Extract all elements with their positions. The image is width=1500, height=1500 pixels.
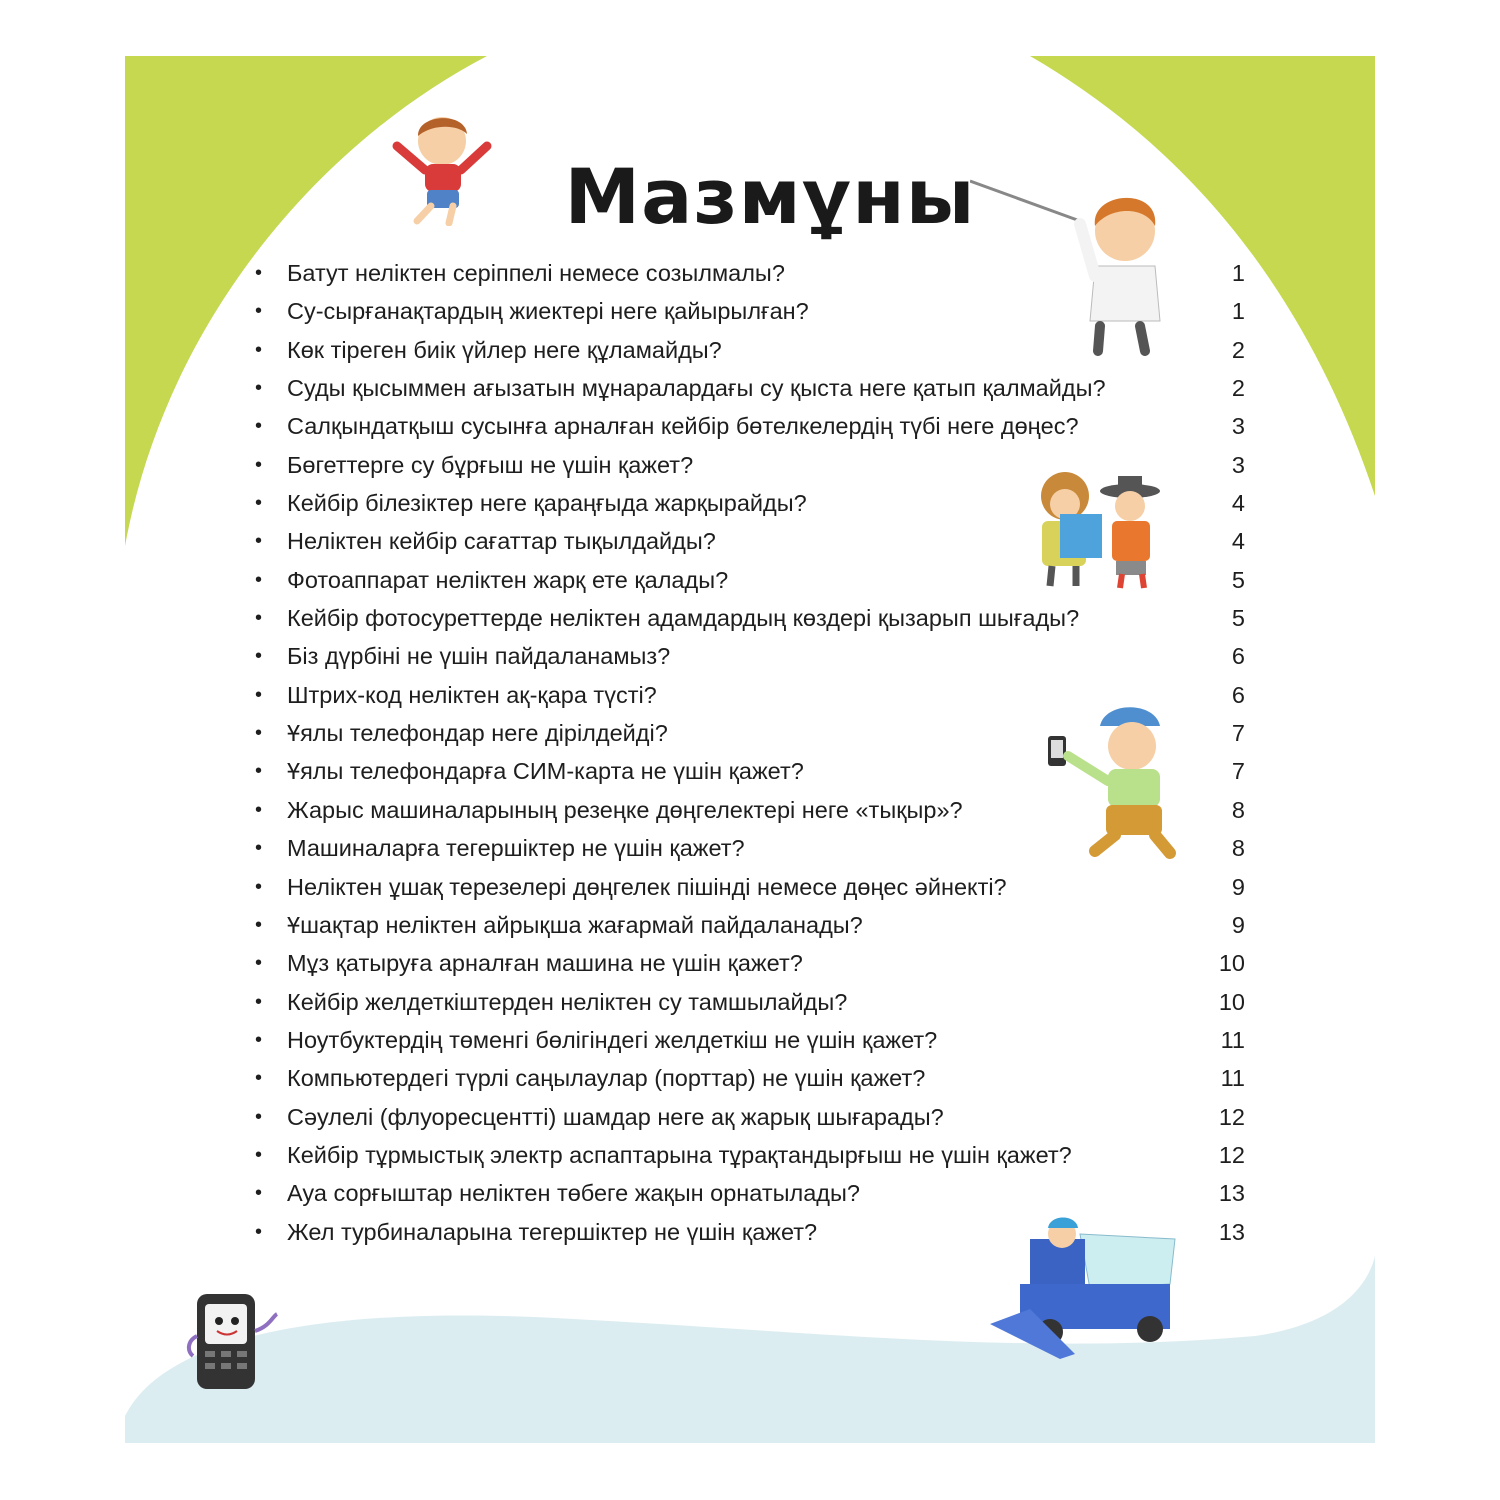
bullet-icon: • <box>255 875 263 898</box>
toc-entry[interactable] <box>255 331 1245 369</box>
toc-entry-page-number: 13 <box>1218 1180 1245 1207</box>
toc-entry-title[interactable]: Кейбір желдеткіштерден неліктен су тамшылайды? <box>287 988 848 1015</box>
bullet-icon: • <box>255 300 263 323</box>
bullet-icon: • <box>255 262 263 284</box>
bullet-icon: • <box>255 913 263 936</box>
toc-entry-page-number: 4 <box>1231 490 1245 517</box>
bullet-icon: • <box>255 760 263 783</box>
toc-entry[interactable] <box>255 944 1245 982</box>
toc-entry-page-number: 4 <box>1231 528 1245 555</box>
toc-entry[interactable] <box>255 484 1245 522</box>
toc-entry-page-number: 11 <box>1220 1026 1245 1053</box>
toc-entry-page-number: 13 <box>1218 1218 1245 1245</box>
toc-entry-title[interactable]: Ұялы телефондар неге дірілдейді? <box>287 720 668 747</box>
bullet-icon: • <box>255 1067 263 1090</box>
toc-entry-title[interactable]: Компьютердегі түрлі саңылаулар (порттар) не үшін қажет? <box>287 1065 926 1092</box>
toc-entry[interactable] <box>255 369 1245 407</box>
toc-entry-page-number: 3 <box>1231 413 1245 440</box>
bullet-icon: • <box>255 837 263 860</box>
toc-entry-title[interactable]: Жел турбиналарына тегершіктер не үшін қажет? <box>287 1218 818 1245</box>
toc-entry-title[interactable]: Көк тіреген биік үйлер неге құламайды? <box>287 336 722 363</box>
toc-entry-page-number: 12 <box>1218 1103 1245 1130</box>
toc-page <box>125 56 1375 1443</box>
bullet-icon: • <box>255 377 263 400</box>
toc-entry[interactable] <box>255 1098 1245 1136</box>
toc-entry-title[interactable]: Бөгеттерге су бұрғыш не үшін қажет? <box>287 451 694 478</box>
toc-entry-page-number: 6 <box>1231 681 1245 708</box>
bullet-icon: • <box>255 568 263 591</box>
bullet-icon: • <box>255 952 263 975</box>
toc-entry[interactable] <box>255 829 1245 867</box>
toc-entry-title[interactable]: Су-сырғанақтардың жиектері неге қайырылған? <box>287 298 809 325</box>
toc-entry-page-number: 9 <box>1231 911 1245 938</box>
toc-entry[interactable] <box>255 637 1245 675</box>
bullet-icon: • <box>255 1220 263 1243</box>
toc-entry-page-number: 8 <box>1231 796 1245 823</box>
bullet-icon: • <box>255 1028 263 1051</box>
bullet-icon: • <box>255 530 263 553</box>
jumping-boy-illustration <box>387 106 497 226</box>
bullet-icon: • <box>255 645 263 668</box>
toc-entry-page-number: 2 <box>1231 375 1245 402</box>
toc-entry-title[interactable]: Ауа сорғыштар неліктен төбеге жақын орнатылады? <box>287 1180 860 1207</box>
bullet-icon: • <box>255 492 263 515</box>
toc-entry-title[interactable]: Кейбір білезіктер неге қараңғыда жарқырайды? <box>287 490 807 517</box>
toc-entry-page-number: 10 <box>1218 988 1245 1015</box>
toc-entry-title[interactable]: Мұз қатыруға арналған машина не үшін қажет? <box>287 950 803 977</box>
bullet-icon: • <box>255 798 263 821</box>
bullet-icon: • <box>255 338 263 361</box>
toc-entry-title[interactable]: Кейбір фотосуреттерде неліктен адамдардың көздері қызарып шығады? <box>287 605 1080 632</box>
toc-entry-title[interactable]: Батут неліктен серіппелі немесе созылмалы? <box>287 260 785 286</box>
bullet-icon: • <box>255 990 263 1013</box>
toc-entry-page-number: 2 <box>1231 336 1245 363</box>
toc-entry[interactable] <box>255 254 1245 292</box>
toc-entry-title[interactable]: Штрих-код неліктен ақ-қара түсті? <box>287 681 657 708</box>
toc-entry-title[interactable]: Сәулелі (флуоресцентті) шамдар неге ақ жарық шығарады? <box>287 1103 944 1130</box>
toc-entry[interactable] <box>255 522 1245 560</box>
toc-entry-page-number: 9 <box>1231 873 1245 900</box>
toc-entry[interactable] <box>255 561 1245 599</box>
phone-character-illustration <box>185 1286 285 1396</box>
bullet-icon: • <box>255 1182 263 1205</box>
toc-entry[interactable] <box>255 676 1245 714</box>
toc-entry[interactable] <box>255 1174 1245 1212</box>
toc-entry-title[interactable]: Неліктен ұшақ терезелері дөңгелек пішінді немесе дөңес әйнекті? <box>287 873 1007 900</box>
bullet-icon: • <box>255 1105 263 1128</box>
toc-entry-title[interactable]: Ұшақтар неліктен айрықша жағармай пайдаланады? <box>287 911 863 938</box>
bullet-icon: • <box>255 415 263 438</box>
toc-entry-page-number: 12 <box>1218 1141 1245 1168</box>
blue-wave-bottom <box>125 1256 1375 1443</box>
toc-entry-title[interactable]: Кейбір тұрмыстық электр аспаптарына тұрақтандырғыш не үшін қажет? <box>287 1141 1072 1168</box>
toc-entry-page-number: 7 <box>1231 758 1245 785</box>
toc-entry-title[interactable]: Суды қысыммен ағызатын мұнаралардағы су қыста неге қатып қалмайды? <box>287 375 1106 402</box>
table-of-contents <box>255 254 1245 1251</box>
toc-entry[interactable] <box>255 714 1245 752</box>
toc-entry[interactable] <box>255 791 1245 829</box>
toc-entry-page-number: 7 <box>1231 720 1245 747</box>
toc-entry-title[interactable]: Ноутбуктердің төменгі бөлігіндегі желдеткіш не үшін қажет? <box>287 1026 938 1053</box>
toc-entry[interactable] <box>255 1136 1245 1174</box>
toc-entry[interactable] <box>255 752 1245 790</box>
toc-entry[interactable] <box>255 292 1245 330</box>
toc-entry[interactable] <box>255 983 1245 1021</box>
toc-entry-title[interactable]: Жарыс машиналарының резеңке дөңгелектері неге «тықыр»? <box>287 796 963 823</box>
bullet-icon: • <box>255 683 263 706</box>
toc-entry-title[interactable]: Фотоаппарат неліктен жарқ ете қалады? <box>287 566 729 593</box>
toc-entry[interactable] <box>255 407 1245 445</box>
toc-entry-title[interactable]: Салқындатқыш сусынға арналған кейбір бөтелкелердің түбі неге дөңес? <box>287 413 1079 440</box>
toc-entry[interactable] <box>255 1213 1245 1251</box>
toc-entry-page-number: 10 <box>1218 950 1245 977</box>
toc-entry-title[interactable]: Машиналарға тегершіктер не үшін қажет? <box>287 835 745 862</box>
bullet-icon: • <box>255 722 263 745</box>
toc-entry-page-number: 3 <box>1231 451 1245 478</box>
toc-entry-page-number: 5 <box>1231 566 1245 593</box>
toc-entry-title[interactable]: Неліктен кейбір сағаттар тықылдайды? <box>287 528 716 555</box>
bullet-icon: • <box>255 1143 263 1166</box>
toc-entry-page-number: 11 <box>1220 1065 1245 1092</box>
bullet-icon: • <box>255 607 263 630</box>
toc-entry[interactable] <box>255 906 1245 944</box>
toc-entry-page-number: 1 <box>1231 260 1245 286</box>
toc-entry[interactable] <box>255 868 1245 906</box>
toc-entry-page-number: 1 <box>1231 298 1245 325</box>
toc-entry-page-number: 8 <box>1231 835 1245 862</box>
toc-entry-title[interactable]: Біз дүрбіні не үшін пайдаланамыз? <box>287 643 671 670</box>
bullet-icon: • <box>255 453 263 476</box>
toc-entry-page-number: 6 <box>1231 643 1245 670</box>
page-title: Мазмұны <box>564 152 976 241</box>
toc-entry[interactable] <box>255 446 1245 484</box>
toc-entry[interactable] <box>255 1059 1245 1097</box>
toc-entry-title[interactable]: Ұялы телефондарға СИМ-карта не үшін қажет? <box>287 758 804 785</box>
toc-entry[interactable] <box>255 599 1245 637</box>
toc-entry[interactable] <box>255 1021 1245 1059</box>
toc-entry-page-number: 5 <box>1231 605 1245 632</box>
